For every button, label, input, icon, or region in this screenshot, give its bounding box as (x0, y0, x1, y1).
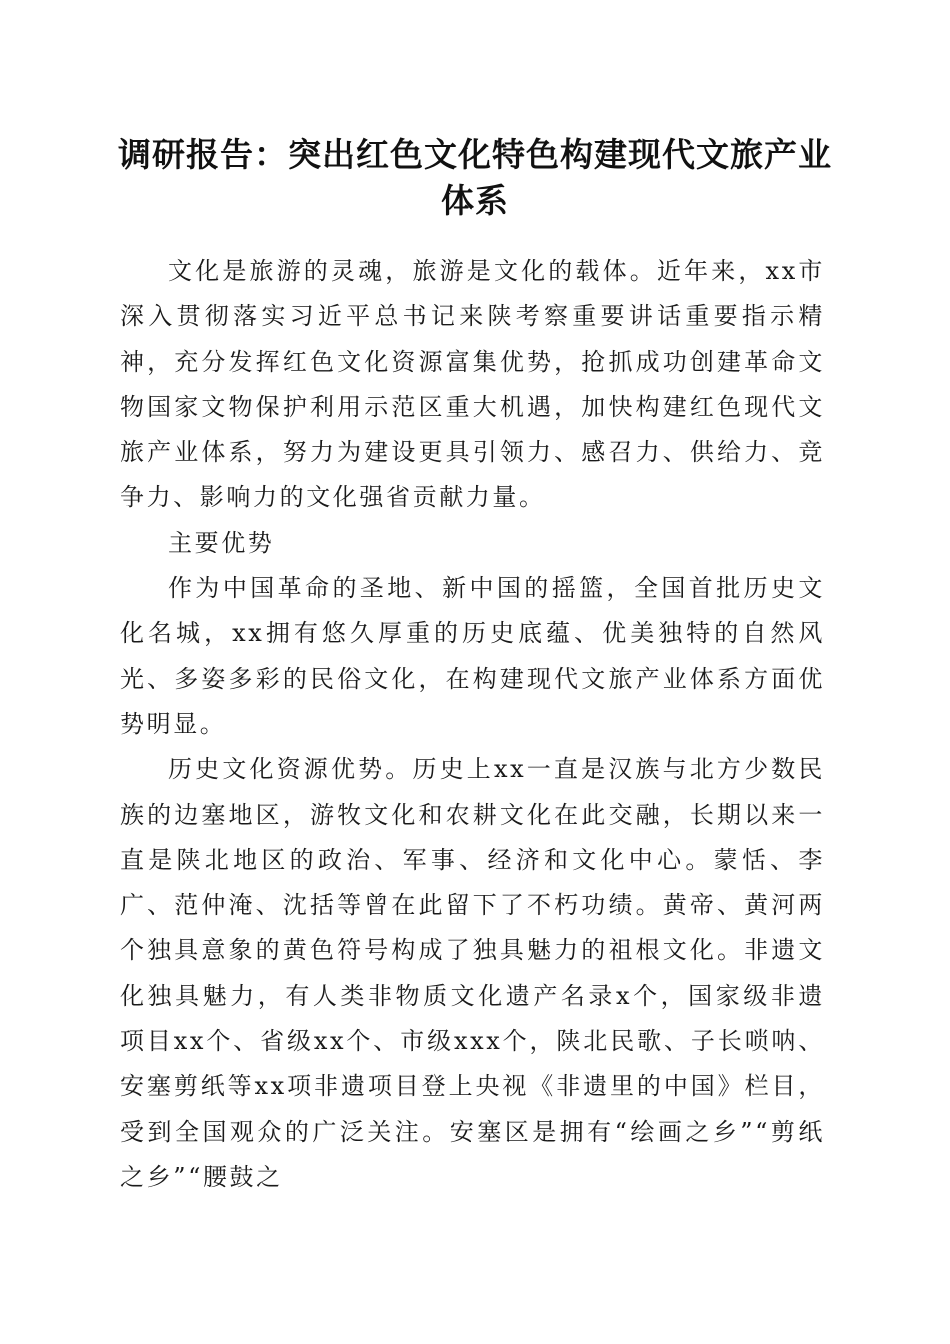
paragraph-historical-culture: 历史文化资源优势。历史上xx一直是汉族与北方少数民族的边塞地区，游牧文化和农耕文化在此交融，长期以来一直是陕北地区的政治、军事、经济和文化中心。蒙恬、李广、范仲淹、沈括等曾在此留下了不朽功绩。黄帝、黄河两个独具意象的黄色符号构成了独具魅力的祖根文化。非遗文化独具魅力，有人类非物质文化遗产名录x个，国家级非遗项目xx个、省级xx个、市级xxx个，陕北民歌、子长唢呐、安塞剪纸等xx项非遗项目登上央视《非遗里的中国》栏目，受到全国观众的广泛关注。安塞区是拥有“绘画之乡”“剪纸之乡”“腰鼓之 (120, 755, 825, 1191)
paragraph-advantages-overview: 作为中国革命的圣地、新中国的摇篮，全国首批历史文化名城，xx拥有悠久厚重的历史底蕴、优美独特的自然风光、多姿多彩的民俗文化，在构建现代文旅产业体系方面优势明显。 (120, 574, 825, 738)
paragraph-intro: 文化是旅游的灵魂，旅游是文化的载体。近年来，xx市深入贯彻落实习近平总书记来陕考察重要讲话重要指示精神，充分发挥红色文化资源富集优势，抢抓成功创建革命文物国家文物保护利用示范区重大机遇，加快构建红色现代文旅产业体系，努力为建设更具引领力、感召力、供给力、竞争力、影响力的文化强省贡献力量。 (120, 257, 825, 512)
document-title: 调研报告：突出红色文化特色构建现代文旅产业体系 (118, 135, 832, 220)
document-body (120, 249, 825, 1200)
section-heading-main-advantages: 主要优势 (168, 528, 275, 557)
